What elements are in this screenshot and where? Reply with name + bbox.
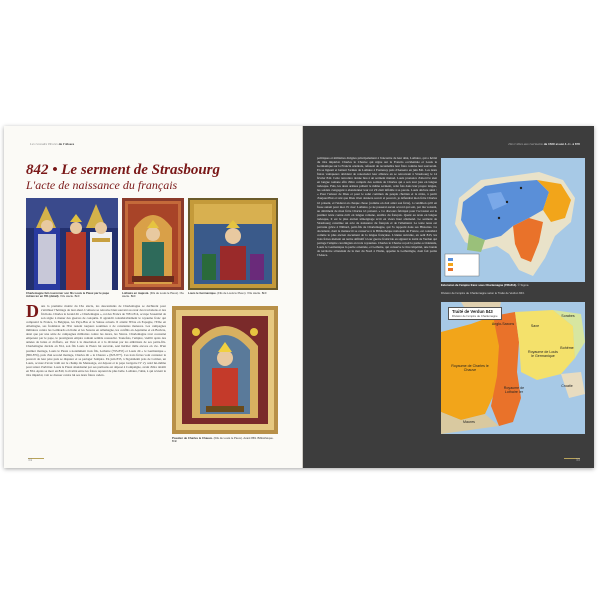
right-body-text: politiques et militaires dirigées principalement à l'encontre de leur aîné, Lothaire, qui a hérité du titre impérial. Charles le Chauve qui règne sur la Francia occidentale et Louis le Germanique sur la Francia orientale, refusent de reconnaître leur frère comme leur souverain. En se liguant et battant l'armée de Lothaire à Fontenoy près d'Auxerre en juin 841. Les deux frères vainqueurs décident de renouveler leur alliance en se retrouvant à Strasbourg le 14 février 842. Cette rencontre donne lieu à un serment mutuel. Louis prononce d'abord le sien en langue romane afin d'être compris des soldats de Charles qui a son tour jure en langue tudesque. Puis, les deux armées prêtent le même serment, cette fois dans leur propre langue, les soldats s'engagent à abandonner leur roi s'il était infidèle à sa parole. Louis déclare ainsi : « Pour l'amour de Dieu et pour le salut commun du peuple chrétien et le nôtre, à partir d'aujourd'hui et tant que Dieu m'en donnera savoir et pouvoir, je défendrai mon frère Charles ici présent, et l'aiderai en chaque chose (comme on doit aider son frère), à condition qu'il en fasse autant pour moi. Et avec Lothaire, je ne passerai aucun accord qui soit, par ma volonté, au détriment de mon frère Charles ici présent. » Ce discours fabriqué pour l'occasion est le premier texte connu écrit en langue romane, ancêtre du français. Quant au texte en langue tudesque, il est le plus ancien témoignage écrit en vieux haut allemand. Le serment de Strasbourg constitue un acte de naissance du français et de l'allemand. Le texte nous est parvenu grâce à Nithard, petit-fils de Charlemagne, qui l'a rapporté dans ses Histoires. Ce document, dont le manuscrit se conserve à la Bibliothèque nationale de France, est considéré comme le plus ancien document de la langue française. L'année suivante, en août 843, les trois frères mettent un terme définitif à leur guerre fratricide en signant le traité de Verdun qui partage l'empire carolingien en trois royaumes. Charles le Chauve reçoit la partie occidentale, Louis le Germanique la partie orientale, et Lothaire, qui conserve le titre impérial, une bande de territoire s'étendant de la mer du Nord à l'Italie, appelée la Lotharingie, dont fait partie l'Alsace.	[317, 156, 437, 258]
label-maures: Maures	[463, 420, 475, 424]
right-running-head: Des Celtes aux Germains de 1500 avant J.-C. à 870	[508, 142, 580, 146]
label-louis-germanique: Royaume de Louis le Germanique	[528, 350, 558, 358]
label-anglo-saxons: Anglo-Saxons	[491, 322, 515, 326]
charlemagne-empire-map	[441, 158, 585, 282]
louis-germanique-painting	[188, 198, 278, 290]
label-sorabes: Sorabes	[561, 314, 575, 318]
label-croatie: Croatie	[561, 384, 573, 388]
left-body-text: Dans la première moitié du IXe siècle, les descendants de Charlemagne se déchirent pour s'attribuer l'héritage de leur aïeul. L'Alsace se retrouve bien souvent au cœur des tractations et des frictions. Charles le Grand dit « Charlemagne », roi des Francs de 768 à 814, occupe l'essentiel de son règne à mener des guerres de conquête. Il agrandit considérablement le royaume franc qui comprend la France, la Belgique, les Pays-Bas et la Suisse actuels. Il atteint l'Ebre en Espagne, l'Elbe en Allemagne, ses frontières de l'Est restent toujours soumises à de constantes menaces. Les campagnes militaires contre les Lombards en Italie et les Saxons en Allemagne, les conflits en Aquitaine et en Bavière, ainsi que par une série de campagnes militaires contre les Avars, les Slaves. Charlemagne s'est couronné empereur par le pape, le prestigieux empire romain semble ressuscité. Toutefois, l'empire, vieillit après des années de luttes et d'efforts, est livré à la désolation et à la division par les ambitions de ses petits-fils. Charlemagne décède en 814, son fils Louis le Pieux lui succède, seul héritier mâle encore en vie. D'un premier mariage, Louis le Pieux a notamment trois fils, Lothaire (795-855) et Louis dit « le Germanique » (806-876), puis d'un second mariage, Charles dit « le Chauve » (823-877). Ces trois frères vont contester le pouvoir de leur père puis se disputer et se partager l'empire. En juin 833, à Sigolsheim près de Colmar, un Louis, accusé d'avoir trahi sur le champ du Mensonge, est déposé et le pape Grégoire IV s'y rend lui-même pour tenter d'arbitrer. Louis le Pieux abandonné par ses partisans est déposé à Compiègne, avant d'être rétabli en 834. Après sa mort en 840, la rivalité entre les frères reprend de plus belle. Lothaire, l'aîné, à qui revient le titre impérial, voit se dresser contre lui ses deux frères cadets.	[26, 304, 166, 377]
charlemagne-painting	[26, 198, 118, 290]
legend-title: Traité de Verdun 843	[452, 309, 493, 314]
charles-chauve-caption: Psautier de Charles le Chauve. (Fils de Louis le Pieux). Avant 869. Bibliothèque. BnF	[172, 436, 274, 444]
verdun-treaty-map	[441, 302, 585, 434]
label-charles-chauve: Royaume de Charles le Chauve	[451, 364, 489, 372]
lothaire-painting	[122, 198, 184, 290]
verdun-legend	[448, 307, 502, 320]
label-boheme: Bohême	[560, 346, 574, 350]
chapter-title-block	[26, 162, 220, 192]
map1-caption: Extension de l'empire franc sous Charlemagne (768-814). © Sigma	[441, 283, 529, 287]
left-page	[4, 126, 303, 468]
map1-caption-2: Division de l'empire de Charlemagne selon le Traité de Verdun 843.	[441, 291, 525, 295]
left-page-number: 54	[28, 457, 32, 462]
right-page	[303, 126, 594, 468]
charlemagne-caption: Charlemagne fait couronner son fils Louis le Pieux par le pape Adrien Ier en 781 (détail). XVe siècle. BnF	[26, 291, 109, 299]
right-page-number: 55	[576, 457, 580, 462]
book-spread	[4, 126, 594, 468]
left-running-head: Les Grandes Heures de l'Alsace	[30, 142, 75, 146]
drop-cap: D	[26, 304, 39, 321]
label-lothaire: Royaume de Lothaire Ier	[503, 386, 525, 394]
lothaire-caption: Lothaire en majesté. (Fils de Louis le Pieux). IXe siècle. BnF	[122, 291, 184, 299]
label-saxe: Saxe	[530, 324, 540, 328]
louis-germanique-caption: Louis le Germanique. (Fils de Louis le Pieux). XVe siècle. BnF	[188, 291, 267, 295]
chapter-title: 842 • Le serment de Strasbourg	[26, 162, 221, 178]
charles-chauve-painting	[172, 306, 278, 434]
chapter-subtitle: L'acte de naissance du français	[26, 178, 178, 192]
legend-subtitle: Division de l'empire de Charlemagne	[452, 314, 498, 318]
